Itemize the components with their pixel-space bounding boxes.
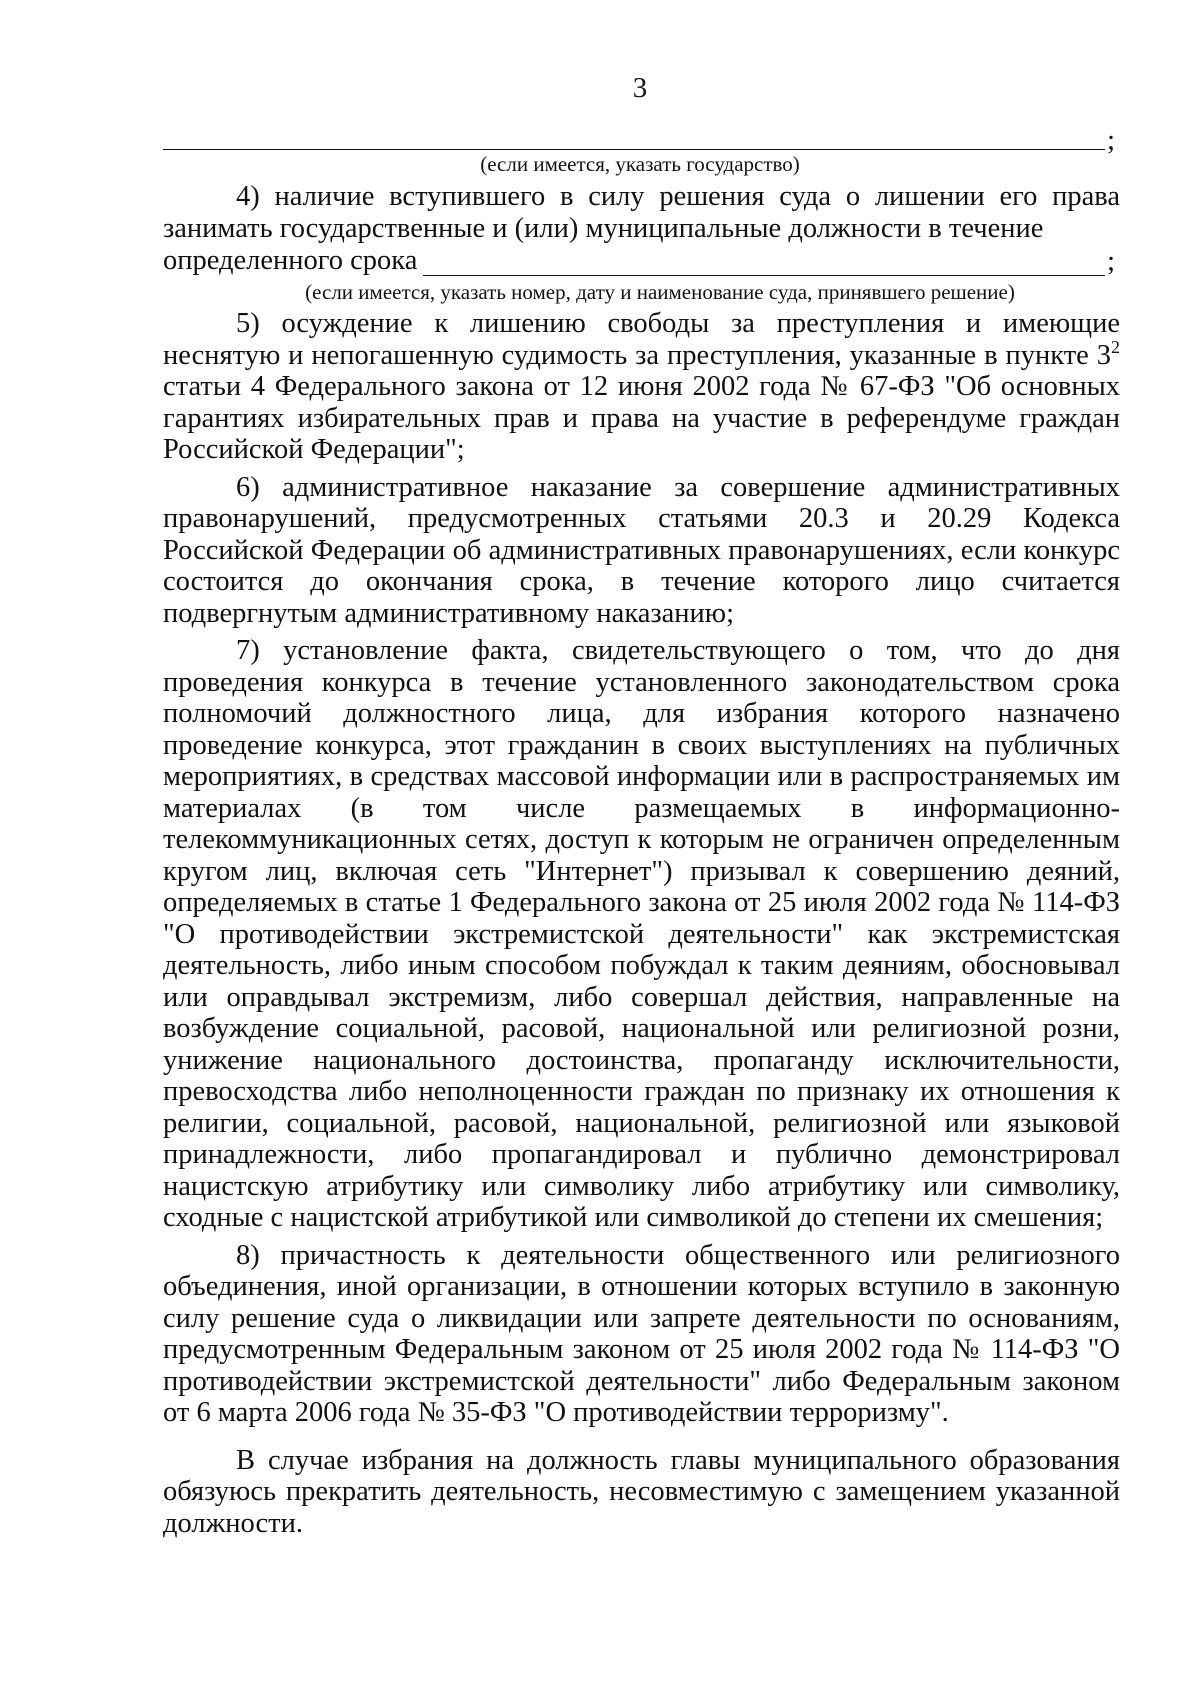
country-blank-hint: (если имеется, указать государство) — [480, 152, 800, 176]
item-4-label: определенного срока — [163, 245, 418, 276]
item-4-terminator: ; — [1107, 245, 1116, 277]
page-number: 3 — [632, 72, 648, 104]
court-decision-blank-line — [423, 275, 1105, 276]
country-blank-terminator: ; — [1107, 124, 1116, 156]
items-list — [163, 308, 1120, 1539]
item-7-paragraph: 7) установление факта, свидетельствующего о том, что до дня проведения конкурса в течение установленного законодательством срока полномочий должностного лица, для избрания которого назначено проведение конкурса, этот гражданин в своих выступлениях на публичных мероприятиях, в средствах массовой информации или в распространяемых им материалах (в том числе размещаемых в информационно-телекоммуникационных сетях, доступ к которым не ограничен определенным кругом лиц, включая сеть "Интернет") призывал к совершению деяний, определяемых в статье 1 Федерального закона от 25 июля 2002 года № 114-ФЗ "О противодействии экстремистской деятельности" как экстремистская деятельность, либо иным способом побуждал к таким деяниям, обосновывал или оправдывал экстремизм, либо совершал действия, направленные на возбуждение социальной, расовой, национальной или религиозной розни, унижение национального достоинства, пропаганду исключительности, превосходства либо неполноценности граждан по признаку их отношения к религии, социальной, расовой, национальной, религиозной или языковой принадлежности, либо пропагандировал и публично демонстрировал нацистскую атрибутику или символику либо атрибутику или символику, сходные с нацистской атрибутикой или символикой до степени их смешения; — [163, 635, 1120, 1233]
item-4-text: 4) наличие вступившего в силу решения суда о лишении его права занимать государственные и (или) муниципальные должности в течение — [163, 181, 1120, 244]
item-4-paragraph — [163, 181, 1120, 244]
country-blank-line — [163, 149, 1105, 150]
court-decision-hint: (если имеется, указать номер, дату и наименование суда, принявшего решение) — [305, 280, 1015, 304]
item-5-text-continued: статьи 4 Федерального закона от 12 июня 2002 года № 67-ФЗ "Об основных гарантиях избирательных прав и права на участие в референдуме граждан Российской Федерации"; — [163, 371, 1120, 465]
item-6-paragraph: 6) административное наказание за совершение административных правонарушений, предусмотренных статьями 20.3 и 20.29 Кодекса Российской Федерации об административных правонарушениях, если конкурс состоится до окончания срока, в течение которого лицо считается подвергнутым административному наказанию; — [163, 471, 1120, 629]
item-5-paragraph — [163, 308, 1120, 466]
item-8-paragraph: 8) причастность к деятельности общественного или религиозного объединения, иной организации, в отношении которых вступило в законную силу решение суда о ликвидации или запрете деятельности по основаниям, предусмотренным Федеральным законом от 25 июля 2002 года № 114-ФЗ "О противодействии экстремистской деятельности" либо Федеральным законом от 6 марта 2006 года № 35-ФЗ "О противодействии терроризму". — [163, 1239, 1120, 1428]
item-5-superscript: 2 — [1111, 336, 1120, 357]
closing-paragraph: В случае избрания на должность главы муниципального образования обязуюсь прекратить деятельность, несовместимую с замещением указанной должности. — [163, 1444, 1120, 1539]
item-5-text: 5) осуждение к лишению свободы за преступления и имеющие неснятую и непогашенную судимость за преступления, указанные в пункте 3 — [163, 308, 1120, 371]
